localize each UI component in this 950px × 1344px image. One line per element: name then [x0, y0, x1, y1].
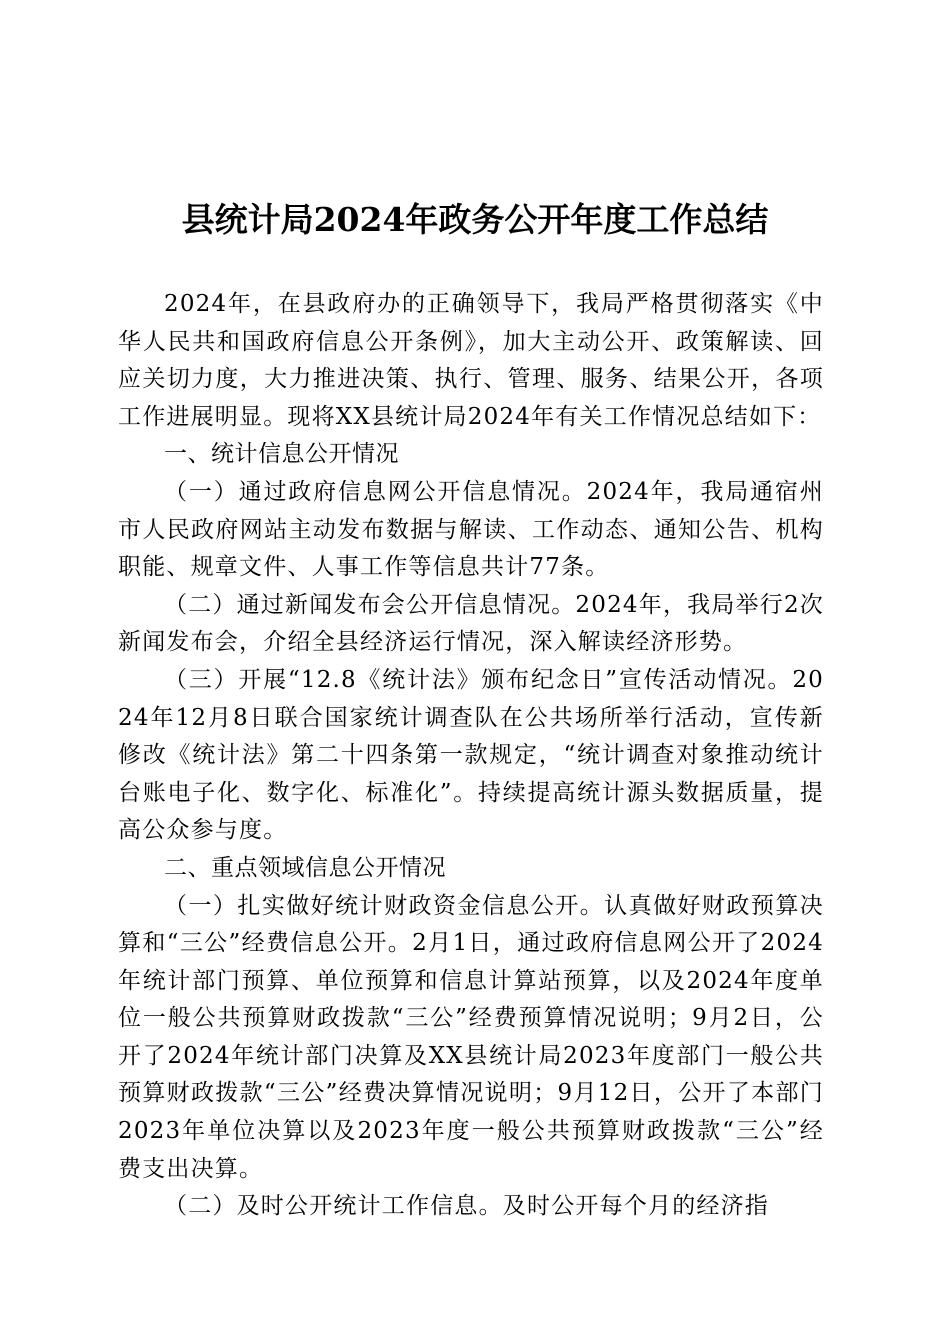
section-1-paragraph-1: （一）通过政府信息网公开信息情况。2024年，我局通宿州市人民政府网站主动发布数据与解读、工作动态、通知公告、机构职能、规章文件、人事工作等信息共计77条。: [118, 478, 824, 581]
section-1-paragraph-2: （二）通过新闻发布会公开信息情况。2024年，我局举行2次新闻发布会，介绍全县经济运行情况，深入解读经济形势。: [118, 591, 824, 656]
section-heading-1: 一、统计信息公开情况: [164, 441, 399, 468]
document-title: 县统计局2024年政务公开年度工作总结: [181, 200, 769, 239]
intro-paragraph: 2024年，在县政府办的正确领导下，我局严格贯彻落实《中华人民共和国政府信息公开条例》，加大主动公开、政策解读、回应关切力度，大力推进决策、执行、管理、服务、结果公开，各项工作进展明显。现将XX县统计局2024年有关工作情况总结如下：: [118, 291, 824, 430]
document-body: [118, 286, 824, 1226]
section-2-paragraph-2: （二）及时公开统计工作信息。及时公开每个月的经济指: [164, 1193, 769, 1220]
section-2-paragraph-1: （一）扎实做好统计财政资金信息公开。认真做好财政预算决算和“三公”经费信息公开。2月1日，通过政府信息网公开了2024年统计部门预算、单位预算和信息计算站预算，以及2024年度单位一般公共预算财政拨款“三公”经费预算情况说明；9月2日，公开了2024年统计部门决算及XX县统计局2023年度部门一般公共预算财政拨款“三公”经费决算情况说明；9月12日，公开了本部门2023年单位决算以及2023年度一般公共预算财政拨款“三公”经费支出决算。: [118, 892, 824, 1182]
section-heading-2: 二、重点领域信息公开情况: [164, 854, 446, 881]
section-1-paragraph-3: （三）开展“12.8《统计法》颁布纪念日”宣传活动情况。2024年12月8日联合国家统计调查队在公共场所举行活动，宣传新修改《统计法》第二十四条第一款规定，“统计调查对象推动统计台账电子化、数字化、标准化”。持续提高统计源头数据质量，提高公众参与度。: [118, 666, 824, 844]
